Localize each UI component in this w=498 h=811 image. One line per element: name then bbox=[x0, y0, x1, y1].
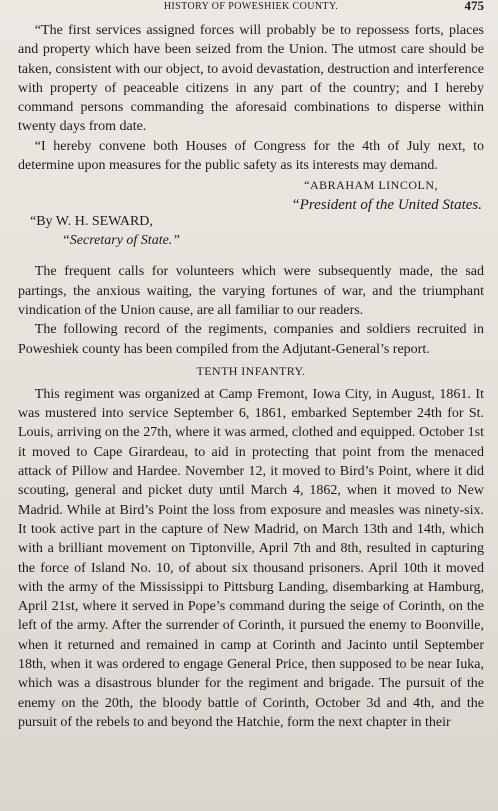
page-body bbox=[18, 21, 484, 732]
section-heading: TENTH INFANTRY. bbox=[196, 363, 306, 378]
narrative-paragraph: The following record of the regiments, companies and soldiers recruited in Poweshiek county has been compiled from the Adjutant-General’s report. bbox=[18, 322, 484, 357]
countersign-title: “Secretary of State.” bbox=[62, 233, 181, 249]
signature-title: “President of the United States. bbox=[291, 197, 482, 214]
running-header bbox=[18, 0, 484, 14]
narrative-paragraph: The frequent calls for volunteers which were subsequently made, the sad partings, the anxious waiting, the varying fortunes of war, and the triumphant vindication of the Union cause, are all familiar to our readers. bbox=[18, 264, 484, 318]
proclamation-paragraph: “I hereby convene both Houses of Congress for the 4th of July next, to determine upon measures for the public safety as its interests may demand. bbox=[18, 138, 484, 174]
running-head-title: HISTORY OF POWESHIEK COUNTY. bbox=[163, 1, 339, 12]
countersign-name: “By W. H. SEWARD, bbox=[30, 214, 153, 230]
regiment-history-paragraph: This regiment was organized at Camp Fremont, Iowa City, in August, 1861. It was mustered into service September 6, 1861, embarked September 24th for St. Louis, arriving on the 27th, where it was armed, clothed and equipped. October 1st it moved to Cape Girardeau, to aid in protecting that point from the menaced attack of Pillow and Hardee. November 12, it moved to Bird’s Point, where it did scouting, general and picket duty until March 4, 1862, when it moved to New Madrid. While at Bird’s Point the loss from exposure and measles was ninety-six. It took active part in the capture of New Madrid, on March 13th and 14th, which with a brilliant movement on Tiptonville, April 7th and 8th, resulted in capturing the force of Island No. 10, of about six thousand prisoners. April 10th it moved with the army of the Mississippi to Pittsburg Landing, disembarking at Hamburg, April 21st, where it served in Pope’s command during the seige of Corinth, on the left of the army. After the surrender of Corinth, it pursued the enemy to Boonville, when it returned and remained in camp at Corinth and Jacinto until September 18th, when it was ordered to engage General Price, then supposed to be near Iuka, which was a disastrous blunder for the regiment and brigade. The pursuit of the enemy on the 20th, the bloody battle of Corinth, October 3d and 4th, and the pursuit of the rebels to and beyond the Hatchie, form the next chapter in their bbox=[18, 386, 484, 730]
page-number: 475 bbox=[464, 0, 484, 13]
proclamation-paragraph: “The first services assigned forces will probably be to repossess forts, places and property which have been seized from the Union. The utmost care should be taken, consistent with our object, to avoid devastation, destruction and interference with property of peaceable citizens in any part of the country; and I hereby command persons commanding the aforesaid combinations to disperse within twenty days from date. bbox=[18, 23, 484, 135]
signature-name: “ABRAHAM LINCOLN, bbox=[304, 178, 438, 193]
